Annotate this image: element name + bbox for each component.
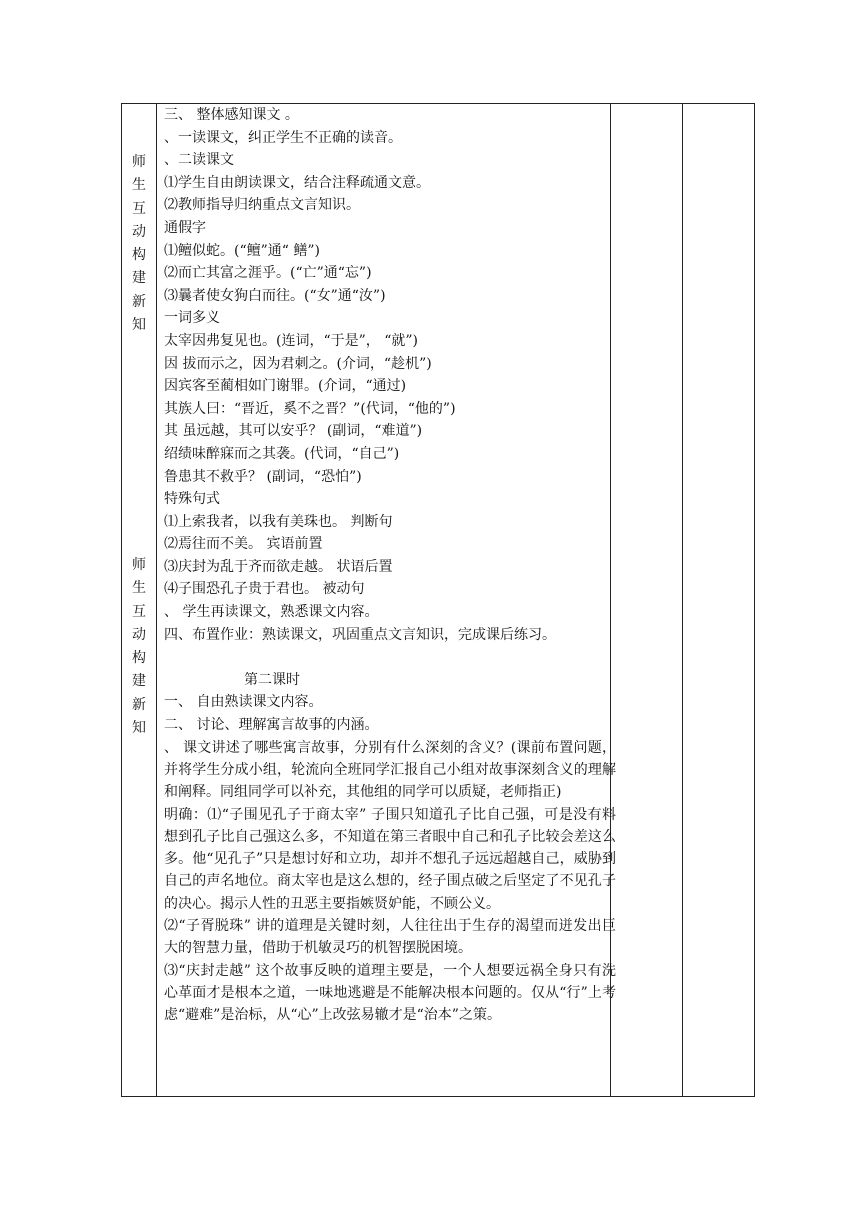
content-line: 其 虽远越，其可以安乎？ (副词，“难道”) [164, 423, 423, 440]
content-line: 、二读课文 [164, 152, 234, 169]
content-line: ⑴学生自由朗读课文，结合注释疏通文意。 [164, 174, 430, 191]
content-line: ⑵而亡其富之涯乎。(“亡”通“忘”) [164, 265, 372, 282]
content-line: ⑵教师指导归纳重点文言知识。 [164, 197, 360, 214]
content-paragraph: 明确：⑴“子围见孔子于商太宰” 子围只知道孔子比自己强，可是没有料想到孔子比自己强这么多，不知道在第三者眼中自己和孔子比较会差这么多。他“见孔子”只是想讨好和立功，却并不想孔子远远超越自己，威胁到自己的声名地位。商太宰也是这么想的，经子围点破之后坚定了不见孔子的决心。揭示人性的丑恶主要指嫉贤妒能，不顾公义。 [164, 806, 616, 912]
content-line: 通假字 [164, 219, 206, 236]
lesson-content [164, 104, 616, 1026]
content-line: ⑶庆封为乱于齐而欲走越。 状语后置 [164, 558, 393, 575]
content-line: 四、布置作业：熟读课文，巩固重点文言知识，完成课后练习。 [164, 626, 556, 643]
lesson-table [121, 103, 755, 1097]
content-paragraph: ⑶“庆封走越” 这个故事反映的道理主要是，一个人想要远祸全身只有洗心革面才是根本之道，一味地逃避是不能解决根本问题的。仅从“行”上考虑“避难”是治标，从“心”上改弦易辙才是“治本”之策。 [164, 962, 616, 1024]
content-line: ⑴上索我者，以我有美珠也。 判断句 [164, 513, 393, 530]
content-paragraph: 、 课文讲述了哪些寓言故事，分别有什么深刻的含义？(课前布置问题，并将学生分成小组，轮流向全班同学汇报自己小组对故事深刻含义的理解和阐释。同组同学可以补充，其他组的同学可以质疑，老师指正) [164, 739, 616, 801]
side-label-top: 师 生 互 动 构 建 新 知 [132, 154, 146, 334]
content-line: ⑶曩者使女狗白而往。(“女”通“汝”) [164, 287, 386, 304]
content-line: 其族人曰：“晋近，奚不之晋？”(代词，“他的”) [164, 400, 456, 417]
column-divider [682, 104, 683, 1096]
content-paragraph: ⑵“子胥脱珠” 讲的道理是关键时刻，人往往出于生存的渴望而迸发出巨大的智慧力量，借助于机敏灵巧的机智摆脱困境。 [164, 918, 616, 957]
content-line: 一、 自由熟读课文内容。 [164, 694, 323, 711]
content-line: 、 学生再读课文，熟悉课文内容。 [164, 604, 379, 621]
lesson2-title: 第二课时 [244, 671, 300, 688]
column-divider [156, 104, 157, 1096]
content-line: 太宰因弗复见也。(连词，“于是”， “就”) [164, 332, 419, 349]
content-line: 鲁患其不救乎？ (副词，“恐怕”) [164, 468, 362, 485]
content-line: 三、 整体感知课文 。 [164, 107, 299, 123]
content-line: 、一读课文，纠正学生不正确的读音。 [164, 129, 402, 146]
content-line: 绍绩味醉寐而之其袭。(代词，“自己”) [164, 445, 400, 462]
content-line: ⑷子围恐孔子贵于君也。 被动句 [164, 581, 365, 598]
content-line: 一词多义 [164, 310, 220, 327]
side-label-bottom: 师 生 互 动 构 建 新 知 [132, 557, 146, 737]
content-line: 二、 讨论、理解寓言故事的内涵。 [164, 717, 379, 734]
content-line: 特殊句式 [164, 491, 220, 508]
content-line: ⑵焉往而不美。 宾语前置 [164, 536, 323, 553]
content-line: 因 拔而示之，因为君刺之。(介词，“趁机”) [164, 355, 432, 372]
content-line: ⑴鳣似蛇。(“鳣”通“ 鳝”) [164, 242, 321, 259]
content-line: 因宾客至蔺相如门谢罪。(介词，“通过) [164, 378, 407, 395]
